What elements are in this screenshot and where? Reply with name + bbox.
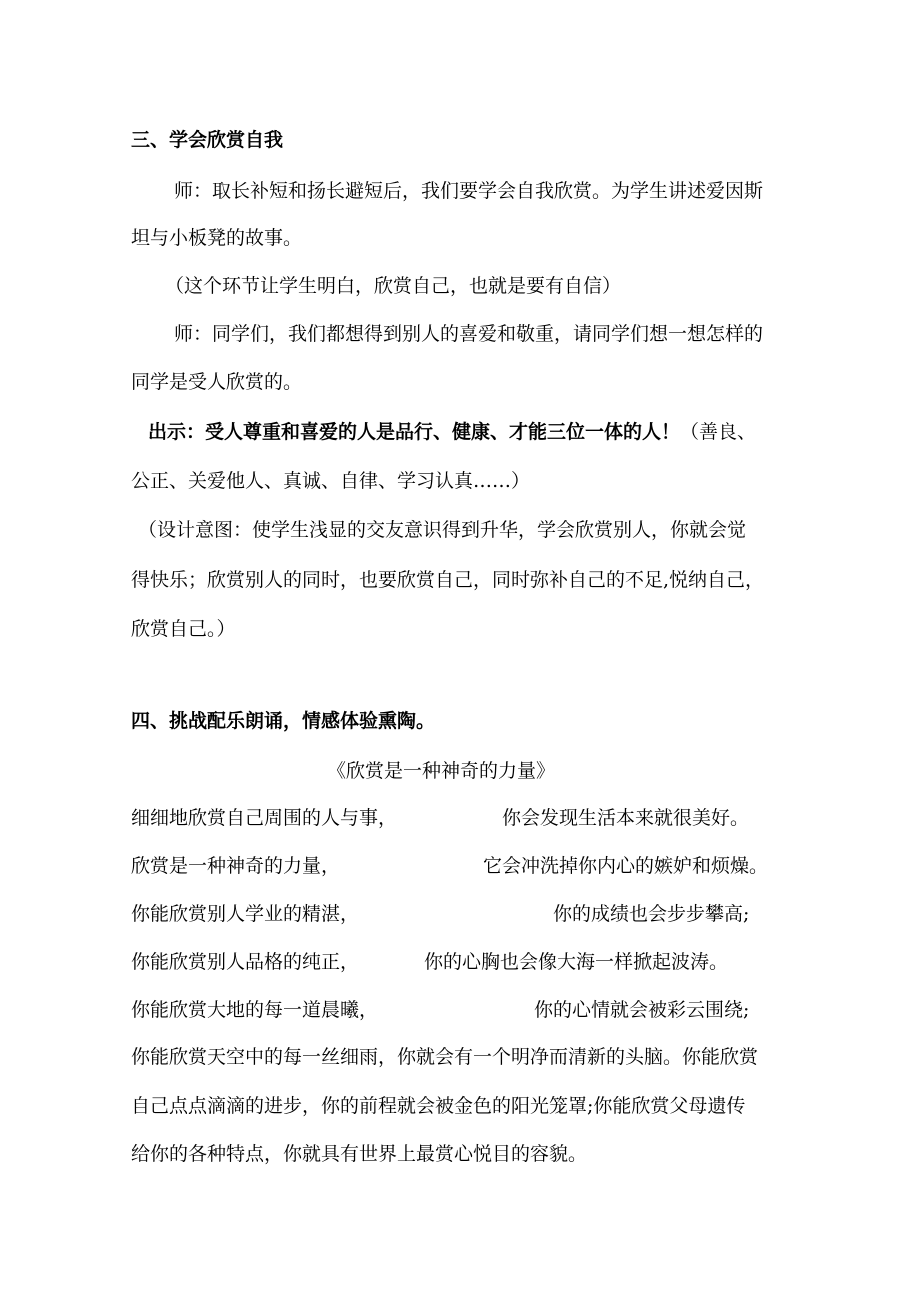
poem-line-2-right: 它会冲洗掉你内心的嫉妒和烦燥。	[483, 855, 769, 877]
poem-line-4-right: 你的心胸也会像大海一样掀起波涛。	[424, 951, 729, 973]
note-1: （这个环节让学生明白，欣赏自己，也就是要有自信）	[165, 275, 622, 297]
paragraph-2-line-1: 师：同学们，我们都想得到别人的喜爱和敬重，请同学们想一想怎样的	[174, 323, 764, 345]
paragraph-2-line-2: 同学是受人欣赏的。	[131, 371, 303, 393]
poem-line-3-right: 你的成绩也会步步攀高;	[553, 903, 750, 925]
closing-line-2: 自己点点滴滴的进步，你的前程就会被金色的阳光笼罩;你能欣赏父母遗传	[131, 1095, 746, 1117]
closing-line-3: 给你的各种特点，你就具有世界上最赏心悦目的容貌。	[131, 1143, 588, 1165]
paragraph-1-line-1: 师：取长补短和扬长避短后，我们要学会自我欣赏。为学生讲述爱因斯	[174, 180, 764, 202]
design-intent-line-3: 欣赏自己。）	[131, 618, 236, 640]
poem-line-1-left: 细细地欣赏自己周围的人与事，	[131, 807, 398, 829]
show-statement-rest: （善良、	[680, 421, 757, 443]
show-statement-bold: 出示：受人尊重和喜爱的人是品行、健康、才能三位一体的人！	[148, 421, 681, 443]
design-intent-line-1: （设计意图：使学生浅显的交友意识得到升华，学会欣赏别人，你就会觉	[138, 519, 747, 541]
section-4-heading: 四、挑战配乐朗诵，情感体验熏陶。	[131, 710, 436, 732]
poem-line-5-left: 你能欣赏大地的每一道晨曦，	[131, 999, 379, 1021]
poem-line-2-left: 欣赏是一种神奇的力量，	[131, 855, 341, 877]
show-statement-line-1	[148, 420, 756, 444]
section-3-heading: 三、学会欣赏自我	[131, 129, 284, 151]
paragraph-1-line-2: 坦与小板凳的故事。	[131, 227, 303, 249]
design-intent-line-2: 得快乐；欣赏别人的同时，也要欣赏自己，同时弥补自己的不足,悦纳自己，	[131, 569, 765, 591]
poem-line-5-right: 你的心情就会被彩云围绕;	[534, 999, 750, 1021]
poem-line-1-right: 你会发现生活本来就很美好。	[502, 807, 750, 829]
poem-line-3-left: 你能欣赏别人学业的精湛，	[131, 903, 360, 925]
show-statement-line-2: 公正、关爱他人、真诚、自律、学习认真……）	[131, 470, 531, 492]
poem-line-4-left: 你能欣赏别人品格的纯正，	[131, 951, 360, 973]
poem-title: 《欣赏是一种神奇的力量》	[327, 760, 556, 782]
closing-line-1: 你能欣赏天空中的每一丝细雨，你就会有一个明净而清新的头脑。你能欣赏	[131, 1046, 759, 1068]
